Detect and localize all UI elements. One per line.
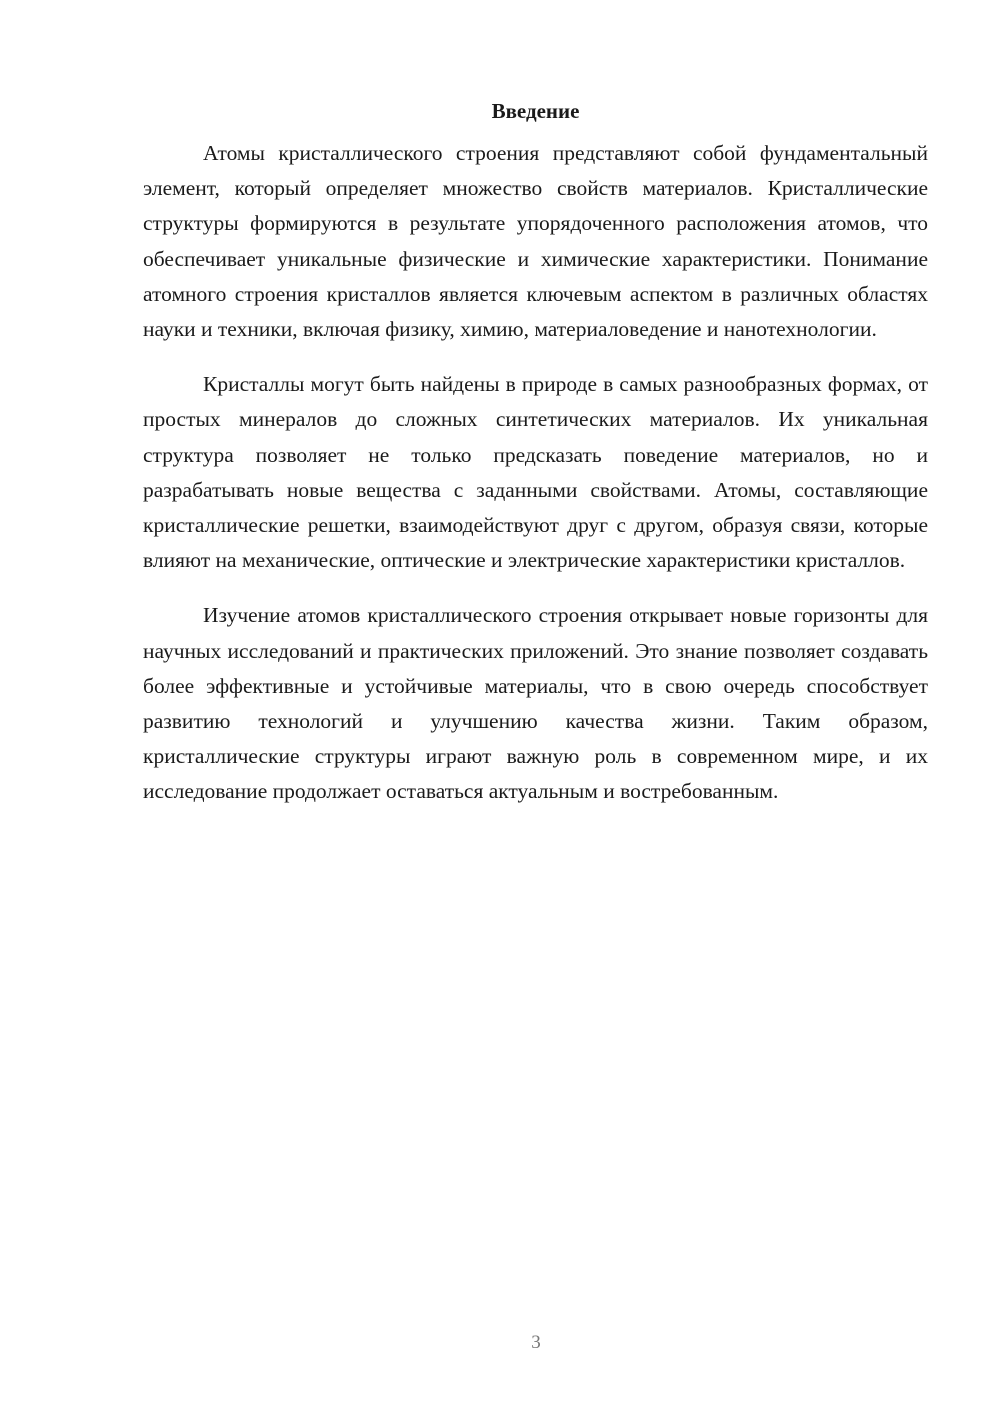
body-paragraph-2: Кристаллы могут быть найдены в природе в самых разнообразных формах, от простых минералов до сложных синтетических материалов. Их уникальная структура позволяет не только предсказать поведение материалов, но и разрабатывать новые вещества с заданными свойствами. Атомы, составляющие кристаллические решетки, взаимодействуют друг с другом, образуя связи, которые влияют на механические, оптические и электрические характеристики кристаллов. [143, 372, 928, 573]
page-content [143, 96, 928, 810]
section-heading: Введение [491, 99, 580, 123]
body-paragraph-1: Атомы кристаллического строения представляют собой фундаментальный элемент, который определяет множество свойств материалов. Кристаллические структуры формируются в результате упорядоченного расположения атомов, что обеспечивает уникальные физические и химические характеристики. Понимание атомного строения кристаллов является ключевым аспектом в различных областях науки и техники, включая физику, химию, материаловедение и нанотехнологии. [143, 141, 928, 342]
body-paragraph-3: Изучение атомов кристаллического строения открывает новые горизонты для научных исследований и практических приложений. Это знание позволяет создавать более эффективные и устойчивые материалы, что в свою очередь способствует развитию технологий и улучшению качества жизни. Таким образом, кристаллические структуры играют важную роль в современном мире, и их исследование продолжает оставаться актуальным и востребованным. [143, 603, 928, 804]
page-number: 3 [531, 1332, 541, 1353]
